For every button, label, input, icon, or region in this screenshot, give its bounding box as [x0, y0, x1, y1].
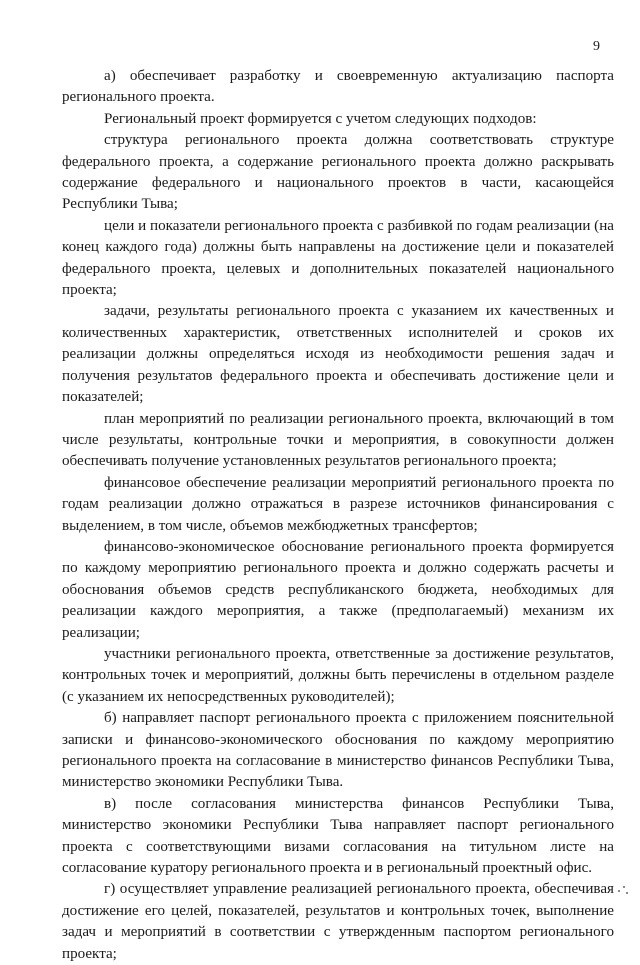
paragraph-approaches-intro: Региональный проект формируется с учетом следующих подходов:: [104, 110, 537, 127]
scan-noise-marks: [616, 882, 630, 896]
paragraph-financial-justification: финансово-экономическое обоснование регионального проекта формируется по каждому мероприятию регионального проекта и должно содержать расчеты и обоснования объемов средств республиканского бюджета, необходимых для реализации каждого мероприятия, а также (предполагаемый) механизм их реализации;: [62, 538, 614, 641]
paragraph-action-plan: план мероприятий по реализации регионального проекта, включающий в том числе результаты, контрольные точки и мероприятия, в совокупности должен обеспечивать получение установленных результатов регионального проекта;: [62, 410, 614, 470]
paragraph-structure: структура регионального проекта должна соответствовать структуре федерального проекта, а содержание регионального проекта должно раскрывать содержание федерального и национального проектов в части, касающейся Республики Тыва;: [62, 132, 614, 213]
paragraph-b-sends-passport: б) направляет паспорт регионального проекта с приложением пояснительной записки и финансово-экономического обоснования по каждому мероприятию регионального проекта на согласование в министерство финансов Республики Тыва, министерство экономики Республики Тыва.: [62, 710, 614, 791]
paragraph-a-develops-passport: а) обеспечивает разработку и своевременную актуализацию паспорта регионального проекта.: [62, 68, 614, 106]
page-number: 9: [593, 39, 600, 54]
paragraph-c-after-approval: в) после согласования министерства финансов Республики Тыва, министерство экономики Республики Тыва направляет паспорт регионального проекта с соответствующими визами согласования на титульном листе на согласование куратору регионального проекта и в региональный проектный офис.: [62, 795, 614, 877]
document-body: [62, 66, 614, 965]
paragraph-financing: финансовое обеспечение реализации мероприятий регионального проекта по годам реализации должно отражаться в разрезе источников финансирования с выделением, в том числе, объемов межбюджетных трансфертов;: [62, 474, 614, 534]
paragraph-tasks-results: задачи, результаты регионального проекта с указанием их качественных и количественных характеристик, ответственных исполнителей и сроков их реализации должны определяться исходя из необходимости решения задач и получения результатов федерального проекта и обеспечивать достижение цели и показателей;: [62, 303, 614, 406]
paragraph-goals-indicators: цели и показатели регионального проекта с разбивкой по годам реализации (на конец каждого года) должны быть направлены на достижение цели и показателей федерального проекта, целевых и дополнительных показателей национального проекта;: [62, 217, 614, 299]
paragraph-d-manages-implementation: г) осуществляет управление реализацией регионального проекта, обеспечивая достижение его целей, показателей, результатов и контрольных точек, выполнение задач и мероприятий в соответствии с утвержденным паспортом регионального проекта;: [62, 881, 614, 962]
paragraph-participants: участники регионального проекта, ответственные за достижение результатов, контрольных точек и мероприятий, должны быть перечислены в отдельном разделе (с указанием их непосредственных руководителей);: [62, 645, 614, 705]
